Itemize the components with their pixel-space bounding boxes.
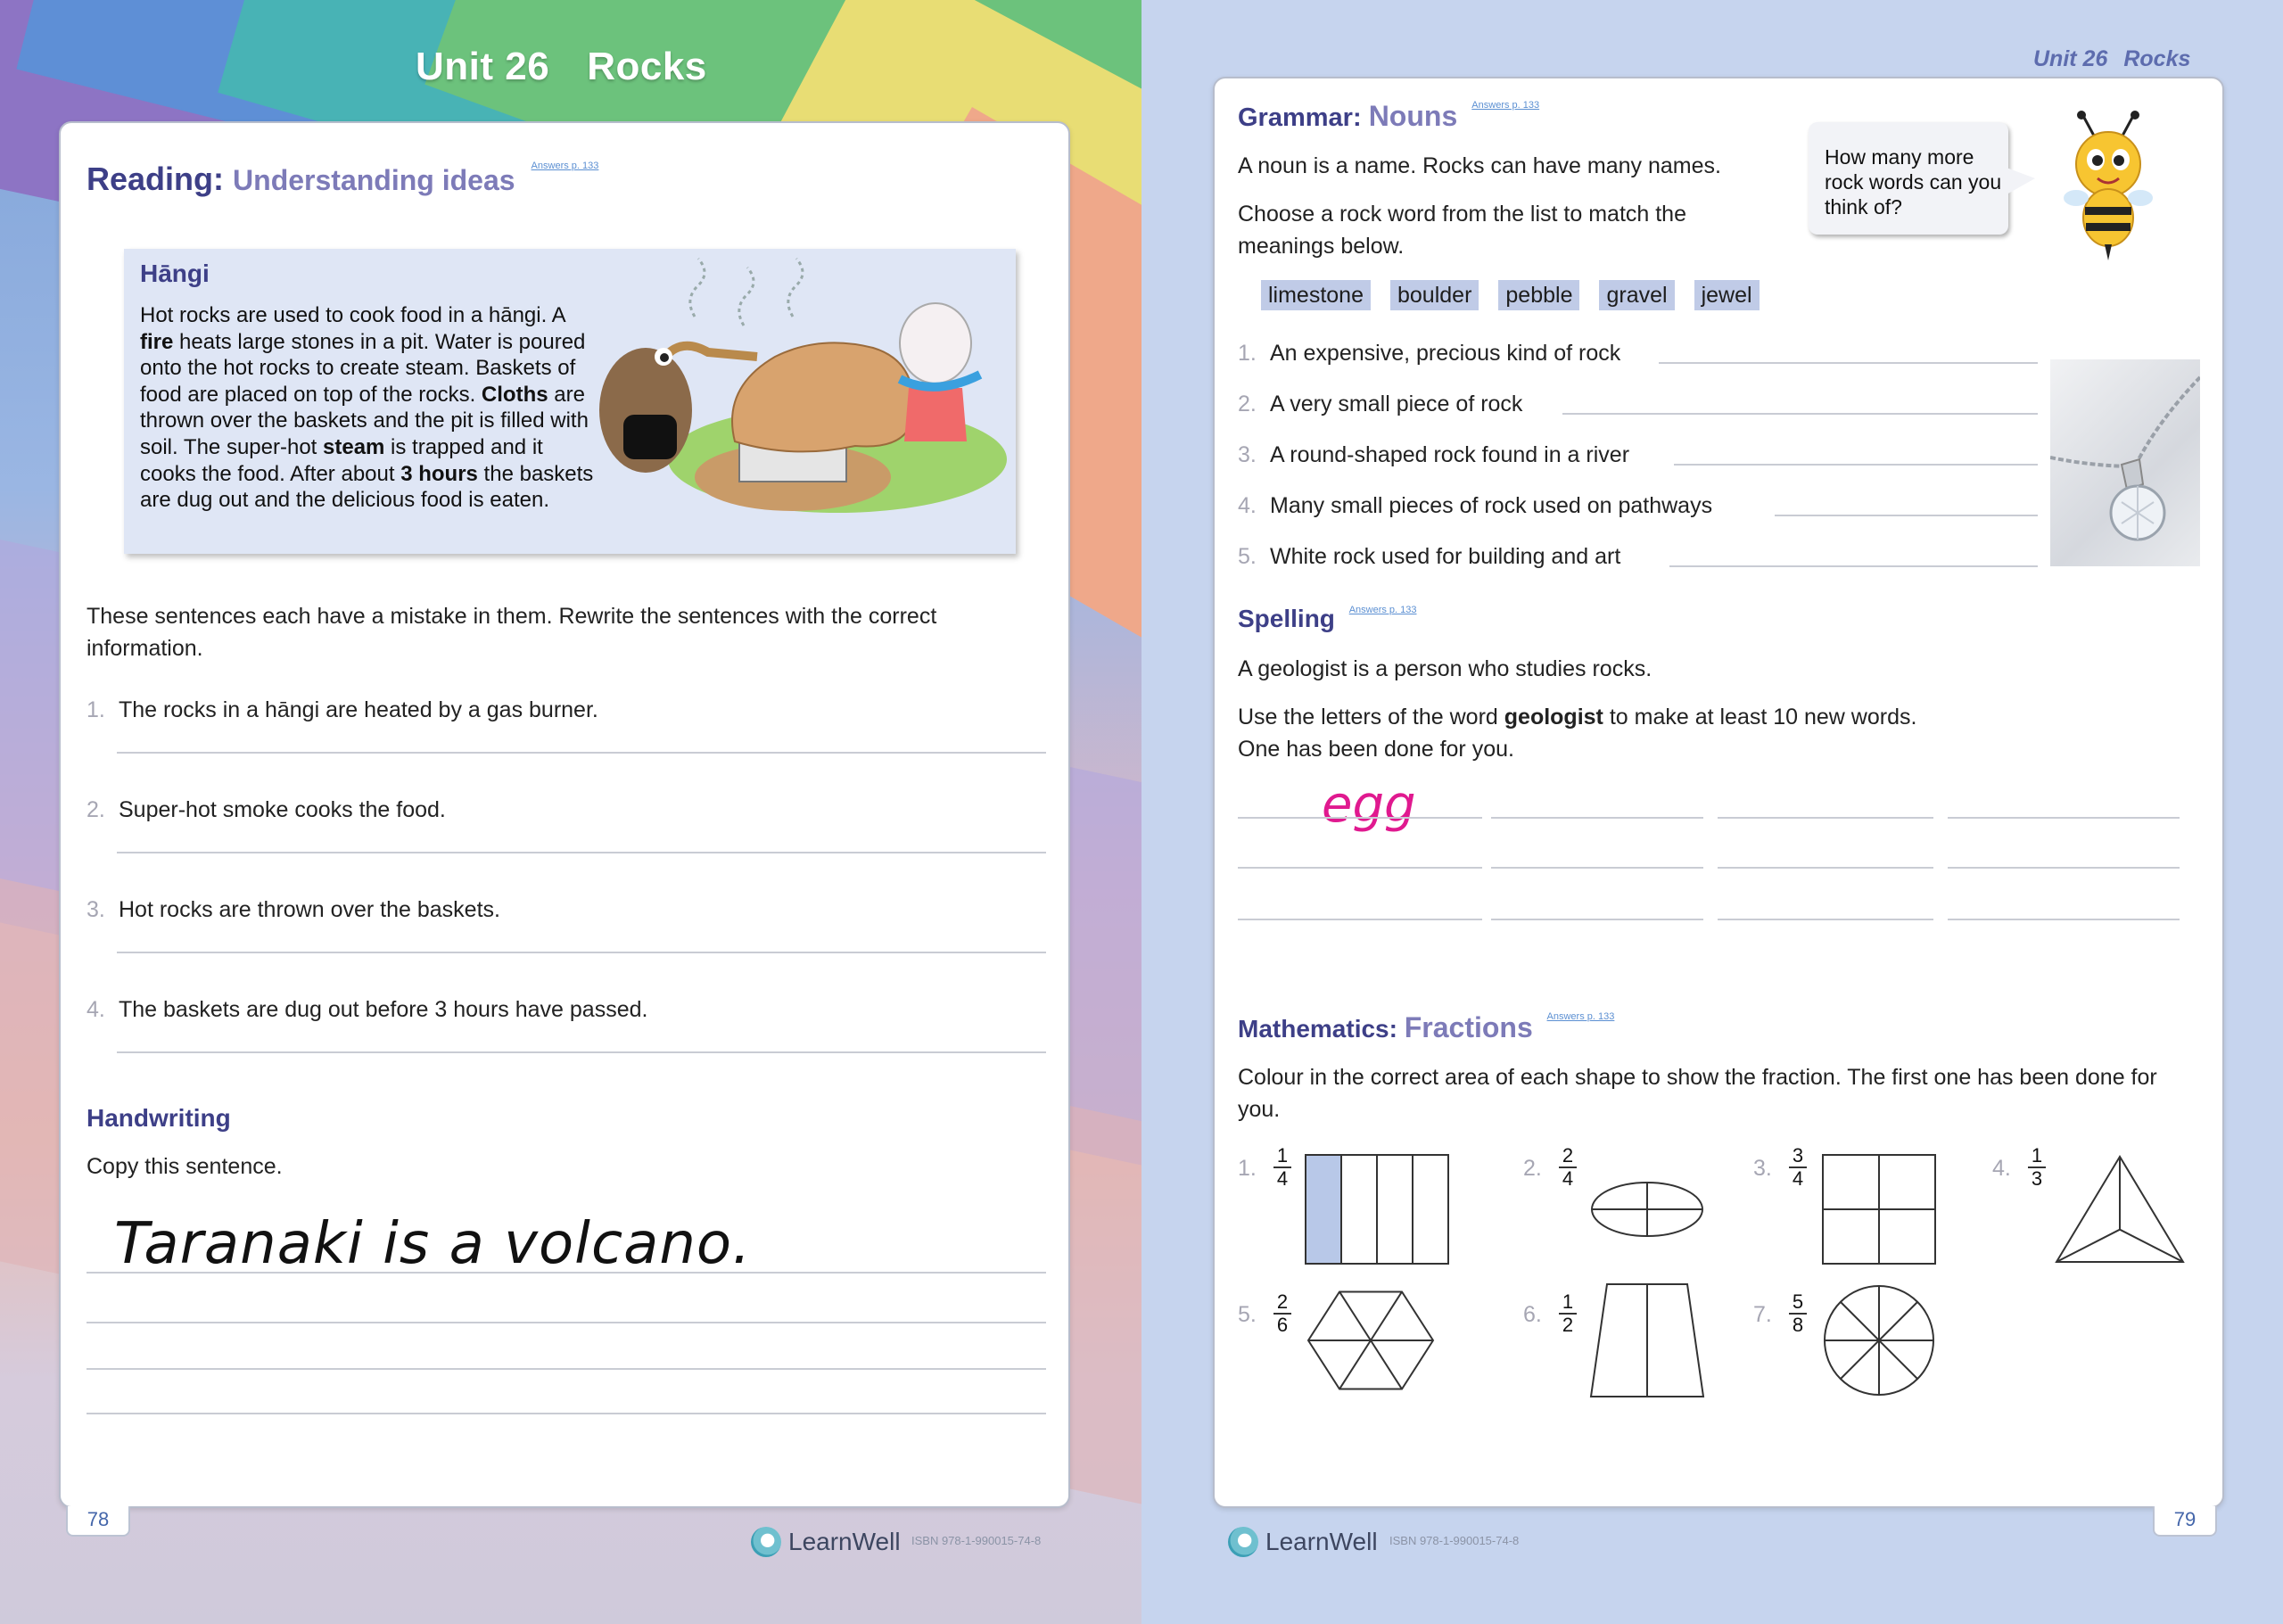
bee-mascot-icon — [2064, 111, 2153, 262]
answer-line[interactable] — [117, 952, 1046, 953]
page-number-right: 79 — [2153, 1506, 2217, 1537]
answer-line[interactable] — [1669, 565, 2038, 567]
spelling-answer-line[interactable] — [1238, 919, 1482, 920]
hangi-bold-word: Cloths — [481, 382, 548, 407]
hangi-bold-word: fire — [140, 329, 174, 354]
question-number: 4. — [87, 997, 105, 1022]
fraction-shape-hexagon-sixths[interactable] — [1304, 1282, 1438, 1398]
shape-divider[interactable] — [1371, 1340, 1402, 1389]
handwriting-line[interactable] — [87, 1368, 1046, 1370]
item-text: Many small pieces of rock used on pathways — [1270, 493, 1713, 518]
header-topic: Rocks — [2123, 46, 2191, 71]
right-worksheet — [1213, 77, 2224, 1508]
hangi-title: Hāngi — [140, 260, 210, 287]
learnwell-logo-icon — [751, 1527, 781, 1557]
isbn-left: ISBN 978-1-990015-74-8 — [911, 1534, 1042, 1547]
item-text: A round-shaped rock found in a river — [1270, 442, 1630, 467]
hangi-text-run: is trapped and it cooks the food. After about — [140, 434, 543, 486]
answer-line[interactable] — [1775, 515, 2038, 516]
unit-title — [416, 45, 707, 89]
answers-link[interactable]: Answers p. 133 — [1348, 605, 1417, 615]
fraction-number: 2. — [1523, 1156, 1542, 1181]
fraction-shape-oval-quarters[interactable] — [1589, 1153, 1705, 1265]
grammar-item — [1238, 490, 1712, 522]
fraction-numerator: 2 — [1273, 1291, 1291, 1315]
isbn-right: ISBN 978-1-990015-74-8 — [1389, 1534, 1520, 1547]
item-number: 4. — [1238, 493, 1257, 518]
spelling-answer-line[interactable] — [1948, 867, 2180, 869]
fraction-numerator: 2 — [1559, 1145, 1577, 1168]
hangi-info-box — [124, 249, 1016, 554]
spelling-answer-line[interactable] — [1238, 867, 1482, 869]
hangi-text-run: heats large stones in a pit. Water is poured onto the hot rocks to create steam. Baskets of food are placed on top of the rocks. — [140, 329, 586, 407]
hangi-text — [140, 302, 604, 514]
fraction-number: 5. — [1238, 1302, 1257, 1327]
spelling-example-word: egg — [1322, 776, 1416, 834]
rock-word-chip: limestone — [1261, 280, 1371, 310]
rock-word-chip: boulder — [1390, 280, 1479, 310]
fraction-label — [1559, 1145, 1577, 1190]
handwriting-sentence: Taranaki is a volcano. — [114, 1211, 752, 1277]
publisher-brand-right — [1228, 1527, 1378, 1557]
fraction-label — [1273, 1291, 1291, 1336]
grammar-item — [1238, 540, 1620, 573]
jewel-pendant-icon — [2050, 359, 2200, 566]
shape-part[interactable] — [1306, 1155, 1341, 1264]
brand-name: LearnWell — [788, 1528, 901, 1555]
fraction-numerator: 5 — [1789, 1291, 1807, 1315]
fraction-denominator: 6 — [1276, 1314, 1289, 1336]
rock-word-chip: jewel — [1694, 280, 1760, 310]
grammar-item — [1238, 337, 1620, 369]
fraction-label — [1789, 1291, 1807, 1336]
item-number: 1. — [1238, 341, 1257, 366]
fraction-numerator: 1 — [2028, 1145, 2046, 1168]
publisher-brand-left — [751, 1527, 901, 1557]
question-text: The baskets are dug out before 3 hours have passed. — [119, 997, 648, 1022]
spelling-label: Spelling — [1238, 605, 1335, 632]
item-text: A very small piece of rock — [1270, 392, 1523, 416]
instruction-bold-word: geologist — [1504, 705, 1603, 730]
maths-subheading: Fractions — [1404, 1011, 1533, 1043]
question-text: The rocks in a hāngi are heated by a gas burner. — [119, 697, 598, 722]
answers-link[interactable]: Answers p. 133 — [1471, 100, 1540, 111]
fraction-shape-trapezoid-halves[interactable] — [1589, 1282, 1705, 1398]
answers-link[interactable]: Answers p. 133 — [1546, 1011, 1615, 1022]
hangi-illustration — [588, 254, 1016, 548]
fraction-denominator: 4 — [1792, 1167, 1804, 1190]
maths-label: Mathematics: — [1238, 1015, 1397, 1043]
answer-line[interactable] — [117, 852, 1046, 853]
handwriting-heading: Handwriting — [87, 1104, 231, 1132]
spelling-answer-line[interactable] — [1718, 919, 1933, 920]
item-number: 5. — [1238, 544, 1257, 569]
reading-label: Reading: — [87, 161, 225, 197]
fraction-numerator: 3 — [1789, 1145, 1807, 1168]
fraction-denominator: 3 — [2031, 1167, 2043, 1190]
answer-line[interactable] — [1562, 413, 2038, 415]
grammar-item — [1238, 439, 1629, 471]
question-number: 1. — [87, 697, 105, 722]
hangi-bold-word: 3 hours — [400, 461, 478, 486]
question-number: 2. — [87, 797, 105, 822]
fraction-shape-square-quarters[interactable] — [1821, 1153, 1937, 1265]
spelling-answer-line[interactable] — [1948, 817, 2180, 819]
handwriting-instruction: Copy this sentence. — [87, 1154, 283, 1179]
grammar-heading — [1238, 100, 1539, 133]
question-text: Super-hot smoke cooks the food. — [119, 797, 446, 822]
spelling-heading — [1238, 605, 1417, 633]
spelling-answer-line[interactable] — [1491, 867, 1703, 869]
reading-question — [87, 794, 446, 826]
rock-word-chip: pebble — [1498, 280, 1579, 310]
grammar-intro: A noun is a name. Rocks can have many names. — [1238, 153, 1721, 178]
reading-heading — [87, 161, 598, 198]
hangi-text-run: the baskets are dug out and the delicious food is eaten. — [140, 461, 594, 513]
fraction-numerator: 1 — [1559, 1291, 1577, 1315]
speech-bubble: How many more rock words can you think of? — [1809, 122, 2008, 235]
hangi-text-run: are thrown over the baskets and the pit is filled with soil. The super-hot — [140, 382, 589, 459]
header-unit: Unit 26 — [2033, 46, 2108, 71]
spelling-instruction — [1238, 701, 1916, 765]
fraction-label — [1789, 1145, 1807, 1190]
spelling-answer-line[interactable] — [1718, 817, 1933, 819]
fraction-number: 7. — [1753, 1302, 1772, 1327]
unit-number: Unit 26 — [416, 45, 550, 88]
rock-word-list — [1261, 280, 1779, 310]
jewel-photo — [2050, 359, 2200, 566]
item-text: White rock used for building and art — [1270, 544, 1621, 569]
grammar-item — [1238, 388, 1522, 420]
handwriting-line[interactable] — [87, 1322, 1046, 1323]
shape-divider[interactable] — [1371, 1291, 1402, 1340]
shape-part[interactable] — [1341, 1155, 1377, 1264]
fraction-denominator: 4 — [1562, 1167, 1574, 1190]
reading-instructions: These sentences each have a mistake in them. Rewrite the sentences with the correct information. — [87, 604, 937, 661]
fraction-label — [1273, 1145, 1291, 1190]
question-text: Hot rocks are thrown over the baskets. — [119, 897, 500, 922]
unit-topic: Rocks — [587, 45, 707, 88]
hangi-bold-word: steam — [323, 434, 385, 459]
fraction-denominator: 2 — [1562, 1314, 1574, 1336]
instruction-text: One has been done for you. — [1238, 737, 1514, 762]
spelling-answer-line[interactable] — [1491, 919, 1703, 920]
fraction-shape-circle-eighths[interactable] — [1821, 1282, 1937, 1398]
right-header — [2033, 46, 2190, 72]
fraction-label — [2028, 1145, 2046, 1190]
question-number: 3. — [87, 897, 105, 922]
instruction-text: to make at least 10 new words. — [1603, 705, 1917, 730]
handwriting-line[interactable] — [87, 1272, 1046, 1274]
maths-heading — [1238, 1011, 1614, 1044]
shape-part[interactable] — [1413, 1155, 1448, 1264]
fraction-number: 3. — [1753, 1156, 1772, 1181]
maths-instruction: Colour in the correct area of each shape to show the fraction. The first one has been done for you. — [1238, 1065, 2157, 1122]
fraction-label — [1559, 1291, 1577, 1336]
hangi-text-run: Hot rocks are used to cook food in a hāngi. A — [140, 303, 565, 327]
shape-part[interactable] — [1377, 1155, 1413, 1264]
answers-link[interactable]: Answers p. 133 — [531, 161, 599, 171]
page-number-left: 78 — [66, 1506, 130, 1537]
fraction-denominator: 8 — [1792, 1314, 1804, 1336]
brand-name: LearnWell — [1265, 1528, 1378, 1555]
fraction-denominator: 4 — [1276, 1167, 1289, 1190]
reading-question — [87, 694, 598, 726]
fraction-shape-rectangle-quarters[interactable] — [1304, 1153, 1450, 1265]
learnwell-logo-icon — [1228, 1527, 1258, 1557]
handwriting-line[interactable] — [87, 1413, 1046, 1414]
reading-subheading: Understanding ideas — [233, 164, 515, 196]
answer-line[interactable] — [1659, 362, 2038, 364]
item-number: 3. — [1238, 442, 1257, 467]
instruction-text: Use the letters of the word — [1238, 705, 1504, 730]
left-worksheet — [59, 121, 1070, 1508]
spelling-answer-line[interactable] — [1718, 867, 1933, 869]
reading-question — [87, 993, 647, 1026]
rock-word-chip: gravel — [1599, 280, 1674, 310]
grammar-label: Grammar: — [1238, 103, 1362, 132]
reading-question — [87, 894, 500, 926]
spelling-answer-line[interactable] — [1238, 817, 1482, 819]
fraction-shape-triangle-thirds[interactable] — [2053, 1153, 2187, 1265]
spelling-answer-line[interactable] — [1491, 817, 1703, 819]
fraction-number: 4. — [1992, 1156, 2011, 1181]
spelling-intro: A geologist is a person who studies rocks. — [1238, 656, 1652, 681]
fraction-number: 6. — [1523, 1302, 1542, 1327]
fraction-number: 1. — [1238, 1156, 1257, 1181]
answer-line[interactable] — [117, 752, 1046, 754]
shape-divider[interactable] — [1339, 1340, 1371, 1389]
speech-bubble-tail — [2007, 168, 2042, 203]
grammar-instruction: Choose a rock word from the list to match the meanings below. — [1238, 202, 1686, 259]
spelling-answer-line[interactable] — [1948, 919, 2180, 920]
answer-line[interactable] — [117, 1051, 1046, 1053]
item-number: 2. — [1238, 392, 1257, 416]
grammar-subheading: Nouns — [1368, 100, 1458, 132]
shape-divider[interactable] — [1339, 1291, 1371, 1340]
answer-line[interactable] — [1674, 464, 2038, 466]
item-text: An expensive, precious kind of rock — [1270, 341, 1621, 366]
fraction-numerator: 1 — [1273, 1145, 1291, 1168]
